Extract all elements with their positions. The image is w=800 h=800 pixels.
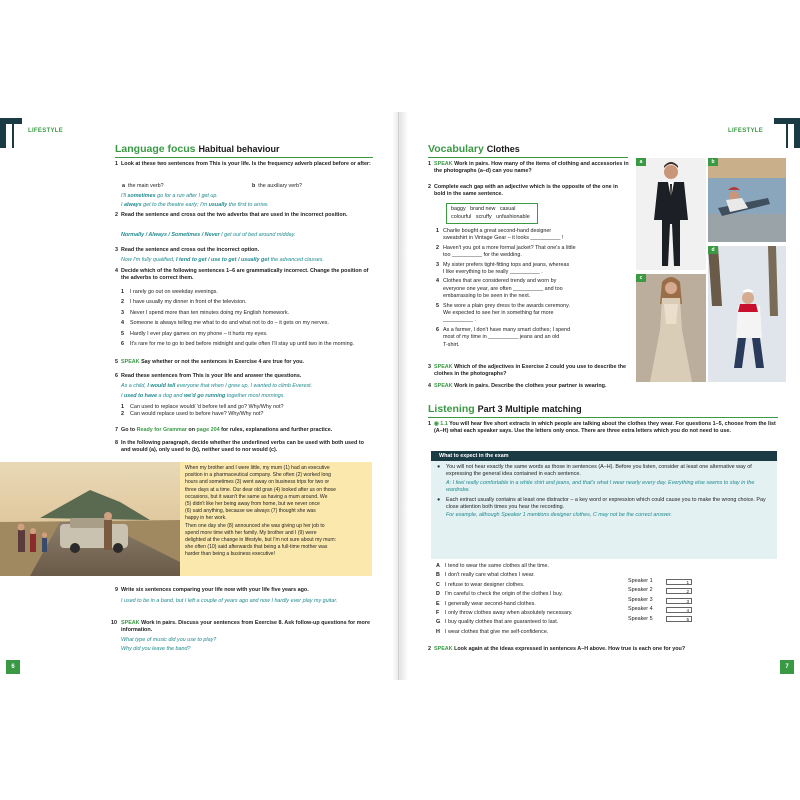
page-reference-link[interactable]: page 204	[196, 427, 220, 433]
title-rule	[428, 157, 628, 158]
list-item: 6 It's rare for me to go to bed before midnight and quite often I'll stay up until two in the morning.	[121, 341, 355, 348]
speaker-row: Speaker 2 2	[628, 587, 692, 594]
v3-instruction: SPEAK Which of the adjectives in Exercise 2 could you use to describe the clothes in the photographs?	[434, 364, 627, 378]
story-paragraph-box	[180, 462, 372, 576]
speaker-row: Speaker 4 4	[628, 606, 692, 613]
ready-for-grammar-link[interactable]: Ready for Grammar	[136, 427, 187, 433]
list-item: 6 As a farmer, I don't have many smart clothes; I spend most of my time in __________ jeans and an old T-shirt.	[436, 326, 571, 348]
v2-instruction: Complete each gap with an adjective which is the opposite of the one in bold in the same sentence.	[434, 184, 618, 198]
page-number-right: 7	[780, 660, 794, 674]
photo-a-suit	[636, 158, 706, 270]
vocabulary-title: Vocabulary Clothes	[428, 143, 520, 155]
ex10-instruction: SPEAK Work in pairs. Discuss your sentences from Exercise 8. Ask follow-up questions for more information.	[121, 620, 370, 634]
exercise-number: 2	[428, 646, 431, 652]
photo-label-b: b	[708, 158, 718, 166]
photo-label-d: d	[708, 246, 718, 254]
photo-b-stretching	[708, 158, 786, 242]
exercise-number: 9	[115, 587, 118, 593]
l2-instruction: SPEAK Look again at the ideas expressed in sentences A–H above. How true is each one for you?	[434, 646, 686, 652]
section-tag-right: LIFESTYLE	[728, 128, 764, 134]
title-rule	[428, 417, 778, 418]
ex9-answer: I used to be in a band, but I left a couple of years ago and now I hardly ever play my guitar.	[121, 598, 338, 604]
exercise-number: 1	[428, 161, 431, 167]
ex4-instruction: Decide which of the following sentences 1–6 are grammatically incorrect. Change the position of the adverbs to correct them.	[121, 268, 369, 282]
speaker-answer-box[interactable]: 2	[666, 588, 692, 594]
ex10-question-1: What type of music did you use to play?	[121, 637, 217, 643]
bottom-margin	[0, 680, 800, 800]
list-item: 5 She wore a plain grey dress to the awards ceremony. We expected to see her in something far more __________ .	[436, 302, 570, 324]
speaker-answer-grid	[628, 578, 692, 625]
language-focus-title: Language focus Habitual behaviour	[115, 143, 280, 155]
ex1-option-b: b the auxiliary verb?	[252, 183, 303, 189]
ex1-instruction: Look at these two sentences from This is your life. Is the frequency adverb placed before or after:	[121, 161, 371, 167]
unit-badge-left-top	[0, 118, 22, 124]
exercise-number: 1	[115, 161, 118, 167]
list-item: F I only throw clothes away when absolutely necessary.	[436, 610, 573, 617]
list-item: E I generally wear second-hand clothes.	[436, 600, 536, 607]
photo-d-winter	[708, 246, 786, 382]
ex5-instruction: SPEAK Say whether or not the sentences in Exercise 4 are true for you.	[121, 359, 305, 365]
exercise-number: 8	[115, 440, 118, 446]
list-item: 2 I have usually my dinner in front of the television.	[121, 299, 247, 306]
v2-sentence-list	[436, 228, 632, 349]
ex2-answer: Normally / Always / Sometimes / Never I get out of bed around midday.	[121, 232, 296, 238]
exam-tip-content: ● You will not hear exactly the same words as those in sentences (A–H). Before you listen, consider at least one alternative way of expressing the general idea contained in each sentence. A: I feel really comfortable in a white shirt and jeans, and that's what I wear nearly every day. Everything else seems to stay in the wardrobe. ● Each extract usually contains at least one distractor – a key word or expression which could cause you to make the wrong choice. Pay close attention both times you hear the recording. For example, although Speaker 1 mentions designer clothes, C may not be the correct answer.	[437, 464, 766, 519]
list-item: D I'm careful to check the origin of the clothes I buy.	[436, 591, 563, 598]
exercise-number: 7	[115, 427, 118, 433]
section-tag-left: LIFESTYLE	[28, 128, 64, 134]
story-paragraph: When my brother and I were little, my mum (1) had an executive position in a pharmaceutical company. She often (2) worked long hours and sometimes (3) went away on business trips for two or three days at a time. Our dear old gran (4) looked after us on those occasions, but it wasn't the same as having a mum around. We (5) didn't like her being away from home, but we never once (6) said anything, because we always (7) thought she was happy in her work. Then one day she (8) announced she was giving up her job to spend more time with her family. My brother and I (9) were delighted at the change in lifestyle, but I'm not sure about my mum: she often (10) said afterwards that being a full-time mother was harder than being a business executive!	[185, 465, 337, 558]
photo-c-gown	[636, 274, 706, 382]
list-item: 1 I rarely go out on weekday evenings.	[121, 289, 218, 295]
audio-track-icon[interactable]: ◉	[434, 421, 439, 427]
list-item: 3 My sister prefers tight-fitting tops and jeans, whereas I like everything to be really __________ .	[436, 261, 570, 276]
ex3-answer: Now I'm fully qualified, I tend to get / use to get / usually get the advanced classes.	[121, 257, 324, 263]
exam-tip-header: What to expect in the exam	[431, 451, 777, 461]
exercise-number: 2	[428, 184, 431, 190]
exercise-number: 6	[115, 373, 118, 379]
ex2-instruction: Read the sentence and cross out the two adverbs that are used in the incorrect position.	[121, 212, 348, 218]
exercise-number: 2	[115, 212, 118, 218]
photo-label-c: c	[636, 274, 646, 282]
speaker-row: Speaker 1 1	[628, 578, 692, 585]
exercise-number: 3	[428, 364, 431, 370]
list-item: H I wear clothes that give me self-confidence.	[436, 628, 549, 635]
speaker-answer-box[interactable]: 4	[666, 607, 692, 613]
title-rule	[115, 157, 373, 158]
ex1-example-1: I'll sometimes go for a run after I get up.	[121, 193, 218, 199]
matching-options-list	[436, 563, 636, 638]
exercise-number: 1	[428, 421, 431, 427]
ex6-example-1: As a child, I would tell everyone that when I grew up, I wanted to climb Everest.	[121, 383, 313, 389]
v4-instruction: SPEAK Work in pairs. Describe the clothes your partner is wearing.	[434, 383, 607, 389]
top-margin	[0, 0, 800, 112]
listening-title: Listening Part 3 Multiple matching	[428, 403, 582, 415]
ex8-instruction: In the following paragraph, decide whether the underlined verbs can be used with both used to and would (a), only used to (b), neither used to nor would (c).	[121, 440, 364, 454]
ex1-option-a: a the main verb?	[122, 183, 164, 189]
ex6-instruction: Read these sentences from This is your life and answer the questions.	[121, 373, 302, 379]
ex9-instruction: Write six sentences comparing your life now with your life five years ago.	[121, 587, 309, 593]
list-item: 2 Haven't you got a more formal jacket? That one's a little too __________ for the wedding.	[436, 244, 576, 259]
ex7-instruction: Go to Ready for Grammar on page 204 for rules, explanations and further practice.	[121, 427, 333, 433]
l1-instruction: ◉ 1.1 You will hear five short extracts in which people are talking about the clothes they wear. For questions 1–5, choose from the list (A–H) what each speaker says. Use the letters only once. There are three extra letters which you do not need to use.	[434, 421, 776, 435]
bullet-icon: ●	[437, 464, 441, 470]
word-box: baggy brand new casual colourful scruffy unfashionable	[446, 203, 538, 224]
speaker-row: Speaker 3 3	[628, 597, 692, 604]
exam-tip-box	[431, 451, 777, 559]
unit-badge-right-top	[774, 118, 800, 124]
book-gutter	[392, 112, 408, 682]
speaker-answer-box[interactable]: 1	[666, 579, 692, 585]
list-item: G I buy quality clothes that are guaranteed to last.	[436, 619, 559, 626]
ex3-instruction: Read the sentence and cross out the incorrect option.	[121, 247, 260, 253]
speaker-row: Speaker 5 5	[628, 616, 692, 623]
bullet-icon: ●	[437, 496, 441, 503]
speaker-answer-box[interactable]: 3	[666, 598, 692, 604]
speaker-answer-box[interactable]: 5	[666, 616, 692, 622]
exercise-number: 4	[428, 383, 431, 389]
ex6-questions: 1 Can used to replace would/ 'd before tell and go? Why/Why not? 2 Can would replace used to before have? Why/Why not?	[121, 404, 284, 418]
exercise-number: 10	[111, 620, 117, 626]
page-number-left: 6	[6, 660, 20, 674]
ex10-question-2: Why did you leave the band?	[121, 646, 191, 652]
ex1-example-2: I always get to the theatre early; I'm usually the first to arrive.	[121, 202, 269, 208]
v1-instruction: SPEAK Work in pairs. How many of the items of clothing and accessories in the photographs (a–d) can you name?	[434, 161, 629, 175]
road-trip-photo	[0, 462, 180, 576]
list-item: 3 Never I spend more than ten minutes doing my English homework.	[121, 309, 290, 316]
list-item: C I refuse to wear designer clothes.	[436, 581, 525, 588]
exercise-number: 4	[115, 268, 118, 274]
ex4-sentence-list	[121, 289, 373, 348]
exercise-number: 5	[115, 359, 118, 365]
list-item: 5 Hardly I ever play games on my phone – it hurts my eyes.	[121, 330, 268, 337]
list-item: B I don't really care what clothes I wear.	[436, 572, 535, 579]
exercise-number: 3	[115, 247, 118, 253]
list-item: 4 Someone is always telling me what to do and what not to do – it gets on my nerves.	[121, 320, 329, 327]
photo-label-a: a	[636, 158, 646, 166]
list-item: 1 Charlie bought a great second-hand designer sweatshirt in Vintage Gear – it looks __________ !	[436, 228, 564, 242]
list-item: A I tend to wear the same clothes all the time.	[436, 563, 549, 569]
list-item: 4 Clothes that are considered trendy and worn by everyone one year, are often __________ and too embarrassing to be seen in the next.	[436, 278, 563, 300]
ex6-example-2: I used to have a dog and we'd go running together most mornings.	[121, 393, 285, 399]
